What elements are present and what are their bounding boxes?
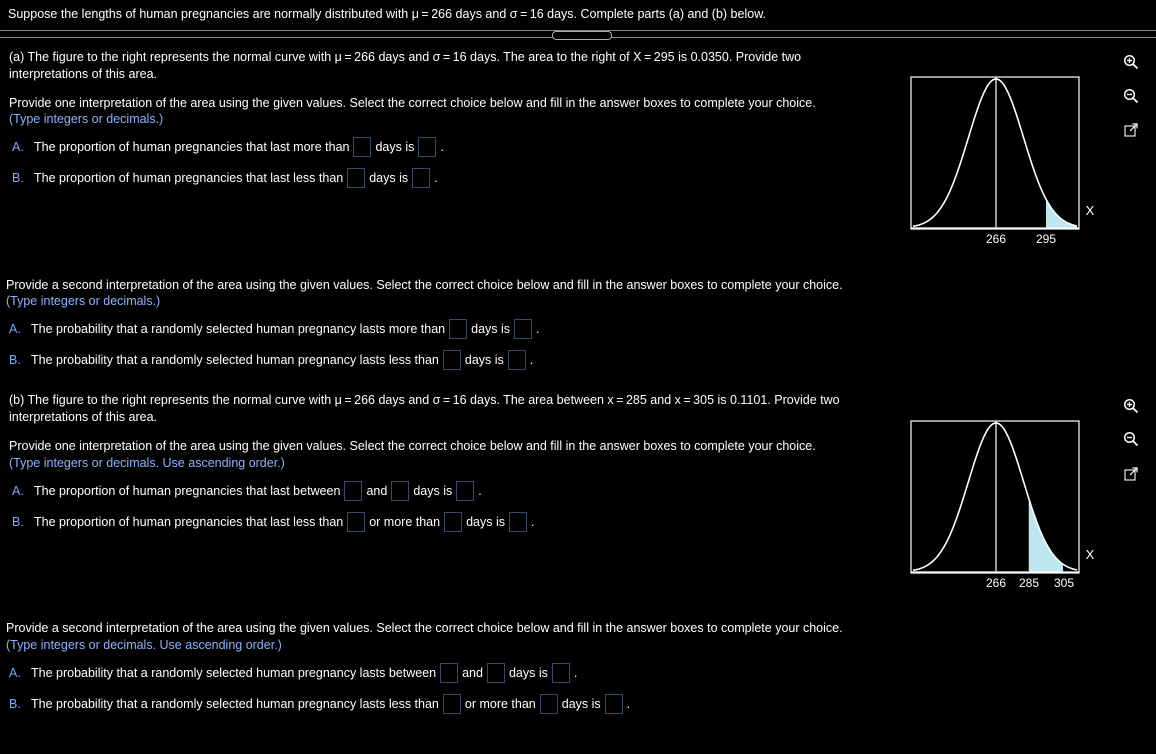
option-text: days is (471, 322, 511, 336)
option-letter[interactable]: A. (12, 484, 24, 498)
part-a-first-prompt: Provide one interpretation of the area using the given values. Select the correct choice below and fill in the answer boxes to complete your choice. (9, 96, 816, 110)
option-text: The proportion of human pregnancies that last between (34, 484, 341, 498)
graph-frame (911, 77, 1079, 229)
option-text: days is (561, 697, 601, 711)
x-tick-label: 295 (1035, 232, 1057, 246)
part-a-first-hint: (Type integers or decimals.) (9, 112, 164, 126)
option-text: The probability that a randomly selected human pregnancy lasts less than (31, 697, 439, 711)
part-a-intro-line1: (a) The figure to the right represents the normal curve with μ = 266 days and σ = 16 days. The area to the right of X = 295 is 0.0350. Provide two (9, 50, 802, 64)
answer-box-lower-days[interactable] (344, 481, 362, 501)
answer-box-lower-days[interactable] (443, 694, 461, 714)
x-axis-label: X (1085, 203, 1095, 218)
part-a-second-option-a[interactable] (9, 319, 540, 339)
part-b-second-hint: (Type integers or decimals. Use ascending order.) (6, 638, 282, 652)
zoom-in-icon[interactable] (1122, 53, 1140, 71)
period: . (573, 666, 578, 680)
graph-frame (911, 421, 1079, 573)
answer-box-probability[interactable] (605, 694, 623, 714)
part-b-second-option-b[interactable] (9, 694, 630, 714)
option-text: days is (413, 484, 453, 498)
answer-box-probability[interactable] (514, 319, 532, 339)
option-letter[interactable]: B. (9, 697, 21, 711)
answer-box-days[interactable] (449, 319, 467, 339)
x-axis-label: X (1085, 547, 1095, 562)
option-letter[interactable]: A. (9, 322, 21, 336)
part-a-second-hint: (Type integers or decimals.) (6, 294, 161, 308)
option-text: or more than (369, 515, 441, 529)
option-text: The probability that a randomly selected human pregnancy lasts less than (31, 353, 439, 367)
mean-tick-label: 266 (985, 232, 1007, 246)
answer-box-lower-days[interactable] (440, 663, 458, 683)
option-letter[interactable]: B. (12, 171, 24, 185)
mean-tick-label: 266 (985, 576, 1007, 590)
answer-box-proportion[interactable] (418, 137, 436, 157)
part-b-first-option-a[interactable] (12, 481, 482, 501)
option-text: The proportion of human pregnancies that last more than (34, 140, 350, 154)
period: . (536, 322, 540, 336)
option-text: The proportion of human pregnancies that last less than (34, 515, 344, 529)
part-b-second-option-a[interactable] (9, 663, 577, 683)
zoom-in-icon[interactable] (1122, 397, 1140, 415)
option-text: days is (369, 171, 409, 185)
answer-box-proportion[interactable] (456, 481, 474, 501)
part-a-first-option-a[interactable] (12, 137, 444, 157)
resize-handle[interactable] (552, 31, 612, 40)
normal-curve-graph-b (905, 414, 1105, 594)
x1-tick-label: 285 (1018, 576, 1040, 590)
answer-box-days[interactable] (347, 168, 365, 188)
option-text: and (366, 484, 388, 498)
zoom-out-icon[interactable] (1122, 87, 1140, 105)
problem-statement: Suppose the lengths of human pregnancies are normally distributed with μ = 266 days and σ = 16 days. Complete parts (a) and (b) below. (8, 7, 767, 21)
option-letter[interactable]: A. (12, 140, 24, 154)
part-b-first-prompt: Provide one interpretation of the area using the given values. Select the correct choice below and fill in the answer boxes to complete your choice. (9, 439, 816, 453)
part-a-second-option-b[interactable] (9, 350, 533, 370)
answer-box-proportion[interactable] (509, 512, 527, 532)
option-text: or more than (464, 697, 536, 711)
part-a-first-option-b[interactable] (12, 168, 438, 188)
period: . (440, 140, 444, 154)
option-text: days is (375, 140, 415, 154)
answer-box-proportion[interactable] (412, 168, 430, 188)
x2-tick-label: 305 (1053, 576, 1075, 590)
answer-box-days[interactable] (353, 137, 371, 157)
part-b-first-option-b[interactable] (12, 512, 534, 532)
period: . (626, 697, 631, 711)
popout-icon[interactable] (1122, 465, 1140, 483)
period: . (531, 515, 535, 529)
answer-box-upper-days[interactable] (487, 663, 505, 683)
answer-box-days[interactable] (443, 350, 461, 370)
option-text: The proportion of human pregnancies that last less than (34, 171, 344, 185)
part-b-second-prompt: Provide a second interpretation of the area using the given values. Select the correct choice below and fill in the answer boxes to complete your choice. (6, 621, 843, 635)
period: . (529, 353, 534, 367)
option-letter[interactable]: A. (9, 666, 21, 680)
popout-icon[interactable] (1122, 121, 1140, 139)
period: . (478, 484, 482, 498)
option-text: days is (466, 515, 505, 529)
option-text: The probability that a randomly selected human pregnancy lasts more than (31, 322, 446, 336)
answer-box-probability[interactable] (508, 350, 526, 370)
period: . (434, 171, 438, 185)
part-a-second-prompt: Provide a second interpretation of the area using the given values. Select the correct choice below and fill in the answer boxes to complete your choice. (6, 278, 843, 292)
option-text: and (462, 666, 483, 680)
normal-curve-graph-a (905, 70, 1105, 250)
part-b-intro-line1: (b) The figure to the right represents the normal curve with μ = 266 days and σ = 16 days. The area between x = 285 and x = 305 is 0.1101. Provide two (9, 393, 840, 407)
option-text: The probability that a randomly selected human pregnancy lasts between (31, 666, 437, 680)
answer-box-upper-days[interactable] (391, 481, 409, 501)
option-letter[interactable]: B. (9, 353, 21, 367)
option-text: days is (508, 666, 548, 680)
option-letter[interactable]: B. (12, 515, 24, 529)
part-b-intro-line2: interpretations of this area. (9, 410, 157, 424)
answer-box-upper-days[interactable] (444, 512, 462, 532)
answer-box-lower-days[interactable] (347, 512, 365, 532)
answer-box-upper-days[interactable] (540, 694, 558, 714)
option-text: days is (464, 353, 504, 367)
zoom-out-icon[interactable] (1122, 430, 1140, 448)
answer-box-probability[interactable] (552, 663, 570, 683)
part-b-first-hint: (Type integers or decimals. Use ascending order.) (9, 456, 285, 470)
part-a-intro-line2: interpretations of this area. (9, 67, 157, 81)
